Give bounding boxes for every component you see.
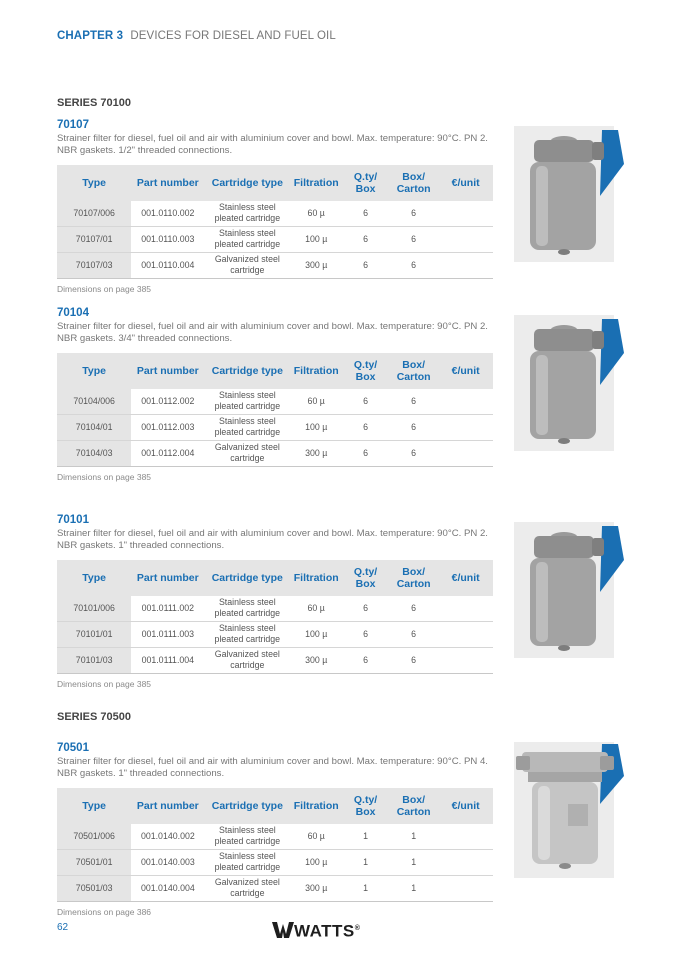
cell-type: 70107/03 bbox=[57, 252, 131, 278]
cell-box-carton: 6 bbox=[389, 647, 438, 673]
cell-box-carton: 6 bbox=[389, 389, 438, 415]
cell-cartridge: Stainless steel pleated cartridge bbox=[204, 201, 290, 227]
product-code: 70107 bbox=[57, 119, 89, 131]
cell-box-carton: 1 bbox=[389, 849, 438, 875]
cell-qty-box: 6 bbox=[342, 647, 389, 673]
cell-part: 001.0110.003 bbox=[131, 226, 204, 252]
cell-filtration: 60 µ bbox=[290, 201, 342, 227]
cell-filtration: 300 µ bbox=[290, 875, 342, 901]
cell-part: 001.0140.003 bbox=[131, 849, 204, 875]
cell-qty-box: 1 bbox=[342, 824, 389, 850]
cell-part: 001.0111.003 bbox=[131, 621, 204, 647]
cell-price bbox=[438, 647, 493, 673]
cell-cartridge: Stainless steel pleated cartridge bbox=[204, 849, 290, 875]
table-row bbox=[57, 389, 493, 415]
cell-type: 70501/01 bbox=[57, 849, 131, 875]
column-header: Box/ Carton bbox=[389, 560, 438, 596]
product-description: Strainer filter for diesel, fuel oil and air with aluminium cover and bowl. Max. temperature: 90°C. PN 2. NBR gaskets. 3/4" threaded connections. bbox=[57, 321, 488, 345]
product-code: 70101 bbox=[57, 514, 89, 526]
cell-type: 70104/01 bbox=[57, 414, 131, 440]
column-header: €/unit bbox=[438, 788, 493, 824]
product-code: 70501 bbox=[57, 742, 89, 754]
product-block-70501 bbox=[57, 741, 493, 917]
column-header: Part number bbox=[131, 788, 204, 824]
dimensions-note: Dimensions on page 385 bbox=[57, 283, 152, 294]
chapter-header bbox=[57, 30, 336, 42]
column-header: Q.ty/ Box bbox=[342, 353, 389, 389]
series-title-70500: SERIES 70500 bbox=[57, 711, 131, 723]
column-header: Type bbox=[57, 560, 131, 596]
cell-filtration: 100 µ bbox=[290, 621, 342, 647]
column-header: Part number bbox=[131, 560, 204, 596]
column-header: Cartridge type bbox=[204, 560, 290, 596]
cell-qty-box: 1 bbox=[342, 849, 389, 875]
cell-box-carton: 6 bbox=[389, 226, 438, 252]
column-header: Filtration bbox=[290, 165, 342, 201]
column-header: Cartridge type bbox=[204, 788, 290, 824]
column-header: Part number bbox=[131, 353, 204, 389]
cell-part: 001.0110.004 bbox=[131, 252, 204, 278]
cell-type: 70101/03 bbox=[57, 647, 131, 673]
table-row bbox=[57, 201, 493, 227]
product-block-70107 bbox=[57, 118, 493, 294]
cell-price bbox=[438, 875, 493, 901]
cell-filtration: 300 µ bbox=[290, 252, 342, 278]
logo-text: WATTS® bbox=[294, 921, 361, 941]
dimensions-note: Dimensions on page 385 bbox=[57, 678, 152, 689]
cell-qty-box: 6 bbox=[342, 621, 389, 647]
cell-box-carton: 6 bbox=[389, 596, 438, 622]
cell-filtration: 100 µ bbox=[290, 226, 342, 252]
column-header: Box/ Carton bbox=[389, 788, 438, 824]
table-header-row bbox=[57, 788, 493, 824]
column-header: Cartridge type bbox=[204, 353, 290, 389]
product-table bbox=[57, 165, 493, 279]
column-header: Box/ Carton bbox=[389, 165, 438, 201]
dimensions-note: Dimensions on page 385 bbox=[57, 471, 152, 482]
cell-filtration: 300 µ bbox=[290, 647, 342, 673]
product-code: 70104 bbox=[57, 307, 89, 319]
product-image-70104 bbox=[514, 315, 624, 451]
cell-qty-box: 1 bbox=[342, 875, 389, 901]
product-table bbox=[57, 788, 493, 902]
watts-w-icon bbox=[272, 918, 294, 940]
product-description: Strainer filter for diesel, fuel oil and air with aluminium cover and bowl. Max. temperature: 90°C. PN 4. NBR gaskets. 1" threaded connections. bbox=[57, 756, 488, 780]
column-header: Q.ty/ Box bbox=[342, 560, 389, 596]
filter-aluminium-bowl-image bbox=[514, 522, 624, 658]
cell-box-carton: 6 bbox=[389, 201, 438, 227]
cell-cartridge: Stainless steel pleated cartridge bbox=[204, 226, 290, 252]
cell-price bbox=[438, 824, 493, 850]
cell-part: 001.0112.003 bbox=[131, 414, 204, 440]
cell-part: 001.0111.002 bbox=[131, 596, 204, 622]
cell-type: 70104/03 bbox=[57, 440, 131, 466]
table-row bbox=[57, 849, 493, 875]
cell-part: 001.0111.004 bbox=[131, 647, 204, 673]
cell-qty-box: 6 bbox=[342, 201, 389, 227]
cell-type: 70107/006 bbox=[57, 201, 131, 227]
cell-type: 70107/01 bbox=[57, 226, 131, 252]
column-header: Part number bbox=[131, 165, 204, 201]
page-number: 62 bbox=[57, 922, 69, 933]
product-block-70101 bbox=[57, 513, 493, 689]
column-header: €/unit bbox=[438, 353, 493, 389]
cell-price bbox=[438, 252, 493, 278]
cell-qty-box: 6 bbox=[342, 226, 389, 252]
chapter-title: DEVICES FOR DIESEL AND FUEL OIL bbox=[130, 30, 336, 42]
cell-price bbox=[438, 849, 493, 875]
cell-part: 001.0140.004 bbox=[131, 875, 204, 901]
product-table bbox=[57, 353, 493, 467]
cell-part: 001.0112.002 bbox=[131, 389, 204, 415]
filter-bolted-cover-image bbox=[514, 742, 624, 878]
cell-box-carton: 6 bbox=[389, 440, 438, 466]
cell-cartridge: Stainless steel pleated cartridge bbox=[204, 414, 290, 440]
column-header: Q.ty/ Box bbox=[342, 788, 389, 824]
product-table bbox=[57, 560, 493, 674]
filter-aluminium-bowl-image bbox=[514, 315, 624, 451]
cell-filtration: 60 µ bbox=[290, 596, 342, 622]
table-row bbox=[57, 440, 493, 466]
cell-part: 001.0110.002 bbox=[131, 201, 204, 227]
column-header: €/unit bbox=[438, 560, 493, 596]
table-row bbox=[57, 414, 493, 440]
product-description: Strainer filter for diesel, fuel oil and air with aluminium cover and bowl. Max. temperature: 90°C. PN 2. NBR gaskets. 1" threaded connections. bbox=[57, 528, 488, 552]
cell-price bbox=[438, 389, 493, 415]
filter-aluminium-bowl-image bbox=[514, 126, 624, 262]
table-row bbox=[57, 875, 493, 901]
cell-box-carton: 1 bbox=[389, 875, 438, 901]
cell-filtration: 60 µ bbox=[290, 824, 342, 850]
product-image-70501 bbox=[514, 742, 624, 878]
cell-price bbox=[438, 414, 493, 440]
table-row bbox=[57, 252, 493, 278]
cell-price bbox=[438, 440, 493, 466]
cell-cartridge: Stainless steel pleated cartridge bbox=[204, 389, 290, 415]
cell-type: 70501/03 bbox=[57, 875, 131, 901]
column-header: Type bbox=[57, 165, 131, 201]
column-header: Q.ty/ Box bbox=[342, 165, 389, 201]
cell-cartridge: Stainless steel pleated cartridge bbox=[204, 596, 290, 622]
cell-price bbox=[438, 621, 493, 647]
column-header: Type bbox=[57, 788, 131, 824]
cell-filtration: 100 µ bbox=[290, 849, 342, 875]
chapter-number: CHAPTER 3 bbox=[57, 30, 124, 42]
cell-part: 001.0140.002 bbox=[131, 824, 204, 850]
column-header: Filtration bbox=[290, 353, 342, 389]
cell-cartridge: Stainless steel pleated cartridge bbox=[204, 621, 290, 647]
table-row bbox=[57, 226, 493, 252]
column-header: €/unit bbox=[438, 165, 493, 201]
cell-box-carton: 6 bbox=[389, 414, 438, 440]
cell-type: 70104/006 bbox=[57, 389, 131, 415]
watts-logo bbox=[272, 918, 362, 940]
product-block-70104 bbox=[57, 306, 493, 482]
cell-qty-box: 6 bbox=[342, 414, 389, 440]
cell-cartridge: Galvanized steel cartridge bbox=[204, 252, 290, 278]
product-image-70101 bbox=[514, 522, 624, 658]
product-description: Strainer filter for diesel, fuel oil and air with aluminium cover and bowl. Max. temperature: 90°C. PN 2. NBR gaskets. 1/2" threaded connections. bbox=[57, 133, 488, 157]
cell-part: 001.0112.004 bbox=[131, 440, 204, 466]
cell-filtration: 300 µ bbox=[290, 440, 342, 466]
cell-price bbox=[438, 226, 493, 252]
dimensions-note: Dimensions on page 386 bbox=[57, 906, 152, 917]
cell-price bbox=[438, 201, 493, 227]
table-header-row bbox=[57, 165, 493, 201]
cell-qty-box: 6 bbox=[342, 389, 389, 415]
cell-cartridge: Galvanized steel cartridge bbox=[204, 440, 290, 466]
column-header: Box/ Carton bbox=[389, 353, 438, 389]
cell-type: 70101/01 bbox=[57, 621, 131, 647]
cell-qty-box: 6 bbox=[342, 252, 389, 278]
cell-qty-box: 6 bbox=[342, 596, 389, 622]
product-image-70107 bbox=[514, 126, 624, 262]
cell-qty-box: 6 bbox=[342, 440, 389, 466]
table-header-row bbox=[57, 560, 493, 596]
column-header: Filtration bbox=[290, 788, 342, 824]
table-row bbox=[57, 824, 493, 850]
table-row bbox=[57, 647, 493, 673]
cell-filtration: 60 µ bbox=[290, 389, 342, 415]
cell-filtration: 100 µ bbox=[290, 414, 342, 440]
cell-cartridge: Stainless steel pleated cartridge bbox=[204, 824, 290, 850]
cell-cartridge: Galvanized steel cartridge bbox=[204, 647, 290, 673]
series-title-70100: SERIES 70100 bbox=[57, 97, 131, 109]
cell-type: 70501/006 bbox=[57, 824, 131, 850]
column-header: Filtration bbox=[290, 560, 342, 596]
table-header-row bbox=[57, 353, 493, 389]
table-row bbox=[57, 596, 493, 622]
table-row bbox=[57, 621, 493, 647]
column-header: Type bbox=[57, 353, 131, 389]
cell-box-carton: 6 bbox=[389, 621, 438, 647]
cell-box-carton: 6 bbox=[389, 252, 438, 278]
cell-cartridge: Galvanized steel cartridge bbox=[204, 875, 290, 901]
cell-price bbox=[438, 596, 493, 622]
column-header: Cartridge type bbox=[204, 165, 290, 201]
cell-type: 70101/006 bbox=[57, 596, 131, 622]
cell-box-carton: 1 bbox=[389, 824, 438, 850]
